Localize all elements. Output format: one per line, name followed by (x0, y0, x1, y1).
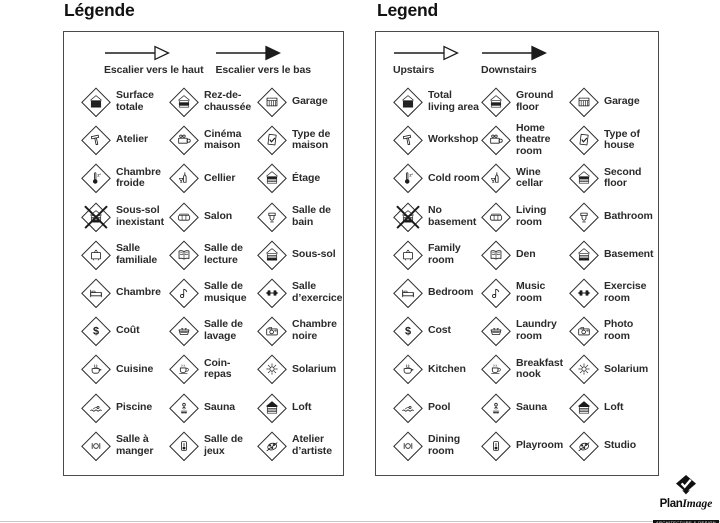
arrow-label: Downstairs (481, 64, 537, 76)
legend-item (481, 354, 569, 384)
legend-item (81, 431, 169, 461)
dollar-sign-icon (81, 316, 111, 346)
legend-item-label: Loft (292, 400, 312, 413)
open-book-icon (169, 240, 199, 270)
legend-item (569, 278, 657, 308)
legend-item-label: Surface totale (116, 89, 154, 114)
legend-item-label: Cellier (204, 171, 236, 184)
legend-item (81, 202, 169, 232)
legend-item-label: Chambre froide (116, 165, 161, 190)
plate-cutlery-icon (393, 431, 423, 461)
legend-item-label: Music room (516, 280, 546, 305)
bed-icon (81, 278, 111, 308)
legend-item-label: Studio (604, 438, 637, 451)
svg-text:$: $ (92, 325, 100, 338)
legend-item-label: Bedroom (428, 286, 474, 299)
plate-cutlery-icon (81, 431, 111, 461)
legend-item (257, 87, 345, 117)
legend-item-label: Salle à manger (116, 433, 154, 457)
dumbbell-icon (569, 278, 599, 308)
legend-item-label: Pool (428, 400, 451, 413)
legend-item (481, 123, 569, 158)
sofa-icon (169, 202, 199, 232)
sauna-person-icon (169, 393, 199, 423)
thermometer-icon (81, 163, 111, 193)
house-loft-icon (257, 393, 287, 423)
legend-item-label: Wine cellar (516, 165, 543, 190)
music-note-icon (481, 278, 511, 308)
house-basement-icon (257, 240, 287, 270)
legend-item-label: Garage (604, 95, 640, 108)
open-arrow-key (393, 45, 459, 76)
sun-icon (569, 354, 599, 384)
house-no-basement-icon (393, 202, 423, 232)
legend-item-label: No basement (428, 203, 477, 228)
legend-item (81, 125, 169, 155)
legend-item (569, 316, 657, 346)
dumbbell-icon (257, 278, 287, 308)
kettle-icon (393, 354, 423, 384)
legend-item (169, 202, 257, 232)
legend-item-label: Salle de bain (292, 203, 331, 228)
legend-item-label: Solarium (604, 362, 649, 375)
legend-item-label: Coût (116, 324, 140, 337)
coffee-cup-icon (169, 354, 199, 384)
legend-item-label: Étage (292, 171, 321, 184)
legend-item (257, 316, 345, 346)
legend-grid (393, 83, 652, 465)
legend-item (393, 125, 481, 155)
legend-item (393, 163, 481, 193)
legend-item (393, 316, 481, 346)
page-title-french: Légende (64, 0, 135, 20)
kettle-icon (81, 354, 111, 384)
legend-item-label: Cinéma maison (204, 127, 242, 152)
garage-door-icon (257, 87, 287, 117)
legend-item-label: Playroom (516, 438, 564, 451)
sofa-icon (481, 202, 511, 232)
legend-item (169, 278, 257, 308)
legend-item (169, 240, 257, 270)
legend-item-label: Workshop (428, 133, 479, 146)
filled-arrow-key (481, 45, 547, 76)
legend-item-label: Basement (604, 247, 654, 260)
bed-icon (393, 278, 423, 308)
house-second-floor-icon (569, 163, 599, 193)
house-second-floor-icon (257, 163, 287, 193)
legend-item-label: Cold room (428, 171, 480, 184)
legend-item (569, 163, 657, 193)
legend-item (569, 240, 657, 270)
house-basement-icon (569, 240, 599, 270)
legend-box-english (375, 31, 659, 476)
arrow-key (393, 45, 652, 76)
legend-item (481, 316, 569, 346)
house-checkmark-icon (569, 125, 599, 155)
swimmer-icon (81, 393, 111, 423)
artist-palette-icon (257, 431, 287, 461)
camera-icon (257, 316, 287, 346)
legend-item (481, 278, 569, 308)
thermometer-icon (393, 163, 423, 193)
legend-item-label: Exercise room (604, 280, 647, 305)
legend-item-label: Atelier d’artiste (292, 433, 332, 457)
camera-icon (569, 316, 599, 346)
legend-item (569, 202, 657, 232)
legend-item-label: Kitchen (428, 362, 466, 375)
legend-item-label: Home theatre room (516, 121, 551, 158)
hammer-icon (81, 125, 111, 155)
legend-item-label: Salle d’exercice (292, 280, 343, 305)
legend-item (393, 431, 481, 461)
legend-item (393, 278, 481, 308)
upstairs-arrow-icon (393, 45, 459, 61)
toy-box-icon (169, 431, 199, 461)
legend-item (569, 125, 657, 155)
open-book-icon (481, 240, 511, 270)
legend-item (81, 393, 169, 423)
legend-item-label: Sauna (516, 400, 548, 413)
legend-item (393, 240, 481, 270)
logo-word-image: Image (682, 498, 713, 510)
arrow-label: Upstairs (393, 64, 435, 76)
coffee-cup-icon (481, 354, 511, 384)
legend-item-label: Salle de lavage (204, 318, 243, 343)
legend-item (81, 240, 169, 270)
legend-item (169, 431, 257, 461)
artist-palette-icon (569, 431, 599, 461)
legend-item-label: Living room (516, 203, 547, 228)
legend-item-label: Cuisine (116, 362, 154, 375)
legend-item-label: Type of house (604, 127, 640, 152)
legend-item (393, 393, 481, 423)
wine-bottle-icon (169, 163, 199, 193)
legend-item (257, 202, 345, 232)
legend-item (393, 87, 481, 117)
svg-text:2°: 2° (97, 173, 102, 179)
toy-box-icon (481, 431, 511, 461)
legend-item-label: Loft (604, 400, 624, 413)
legend-item (481, 240, 569, 270)
legend-item (257, 431, 345, 461)
logo-tagline: ARCHITECTURE & DESIGN (653, 520, 719, 523)
legend-item-label: Den (516, 247, 536, 260)
hammer-icon (393, 125, 423, 155)
svg-text:$: $ (404, 325, 412, 338)
legend-item (257, 354, 345, 384)
legend-item-label: Dining room (428, 433, 461, 457)
legend-item-label: Atelier (116, 133, 148, 146)
legend-item (569, 431, 657, 461)
laundry-tub-icon (169, 316, 199, 346)
house-all-levels-icon (81, 87, 111, 117)
footer-divider (0, 521, 720, 522)
legend-item-label: Salle de lecture (204, 242, 243, 266)
tv-icon (81, 240, 111, 270)
sauna-person-icon (481, 393, 511, 423)
downstairs-arrow-icon (481, 45, 547, 61)
wine-bottle-icon (481, 163, 511, 193)
legend-item (569, 393, 657, 423)
garage-door-icon (569, 87, 599, 117)
legend-item-label: Rez-de-chaussée (204, 89, 252, 114)
planimage-logo-text (652, 495, 720, 511)
legend-item (481, 163, 569, 193)
planimage-logo-icon (674, 474, 698, 495)
legend-item-label: Cost (428, 324, 451, 337)
legend-item-label: Salle de musique (204, 280, 247, 305)
swimmer-icon (393, 393, 423, 423)
legend-item-label: Photo room (604, 318, 634, 343)
laundry-tub-icon (481, 316, 511, 346)
legend-item (81, 316, 169, 346)
legend-item-label: Solarium (292, 362, 337, 375)
legend-item-label: Sauna (204, 400, 236, 413)
open-arrow-key (104, 45, 203, 76)
legend-item-label: Bathroom (604, 209, 653, 222)
legend-item (257, 278, 345, 308)
projector-icon (169, 125, 199, 155)
sun-icon (257, 354, 287, 384)
legend-item (81, 87, 169, 117)
legend-item-label: Chambre (116, 286, 161, 299)
legend-item (81, 278, 169, 308)
house-loft-icon (569, 393, 599, 423)
legend-item (169, 125, 257, 155)
legend-item (169, 354, 257, 384)
legend-item (257, 393, 345, 423)
legend-item-label: Type de maison (292, 127, 331, 152)
house-all-levels-icon (393, 87, 423, 117)
toilet-icon (257, 202, 287, 232)
legend-item (81, 354, 169, 384)
svg-text:2°: 2° (409, 173, 414, 179)
legend-item-label: Total living area (428, 89, 479, 114)
music-note-icon (169, 278, 199, 308)
legend-item-label: Salle familiale (116, 242, 158, 266)
legend-grid (81, 83, 343, 465)
legend-item (481, 202, 569, 232)
legend-item (393, 202, 481, 232)
legend-item-label: Second floor (604, 165, 642, 190)
legend-item (169, 393, 257, 423)
legend-item (169, 87, 257, 117)
legend-item (169, 163, 257, 193)
logo-word-plan: Plan (659, 498, 683, 510)
legend-item (169, 316, 257, 346)
arrow-label: Escalier vers le bas (215, 64, 311, 76)
projector-icon (481, 125, 511, 155)
legend-item (569, 354, 657, 384)
tv-icon (393, 240, 423, 270)
legend-item-label: Chambre noire (292, 318, 337, 343)
upstairs-arrow-icon (104, 45, 203, 61)
legend-item-label: Family room (428, 242, 461, 266)
legend-item-label: Garage (292, 95, 328, 108)
legend-item (393, 354, 481, 384)
dollar-sign-icon (393, 316, 423, 346)
legend-item-label: Salle de jeux (204, 433, 243, 457)
legend-item-label: Laundry room (516, 318, 557, 343)
legend-item-label: Salon (204, 209, 233, 222)
downstairs-arrow-icon (215, 45, 311, 61)
legend-item (481, 87, 569, 117)
house-checkmark-icon (257, 125, 287, 155)
house-ground-floor-icon (481, 87, 511, 117)
legend-item (257, 240, 345, 270)
house-no-basement-icon (81, 202, 111, 232)
legend-item-label: Sous-sol inexistant (116, 203, 165, 228)
legend-item (257, 163, 345, 193)
legend-item-label: Ground floor (516, 89, 554, 114)
planimage-logo (652, 474, 720, 523)
legend-box-french (63, 31, 344, 476)
legend-item (257, 125, 345, 155)
arrow-key (104, 45, 337, 76)
legend-item-label: Sous-sol (292, 247, 336, 260)
legend-item (569, 87, 657, 117)
house-ground-floor-icon (169, 87, 199, 117)
legend-item-label: Piscine (116, 400, 153, 413)
toilet-icon (569, 202, 599, 232)
page-title-english: Legend (377, 0, 439, 20)
filled-arrow-key (215, 45, 311, 76)
legend-item (481, 431, 569, 461)
legend-item (481, 393, 569, 423)
legend-item-label: Coin-repas (204, 356, 232, 381)
arrow-label: Escalier vers le haut (104, 64, 204, 76)
legend-item-label: Breakfast nook (516, 356, 563, 381)
legend-item (81, 163, 169, 193)
